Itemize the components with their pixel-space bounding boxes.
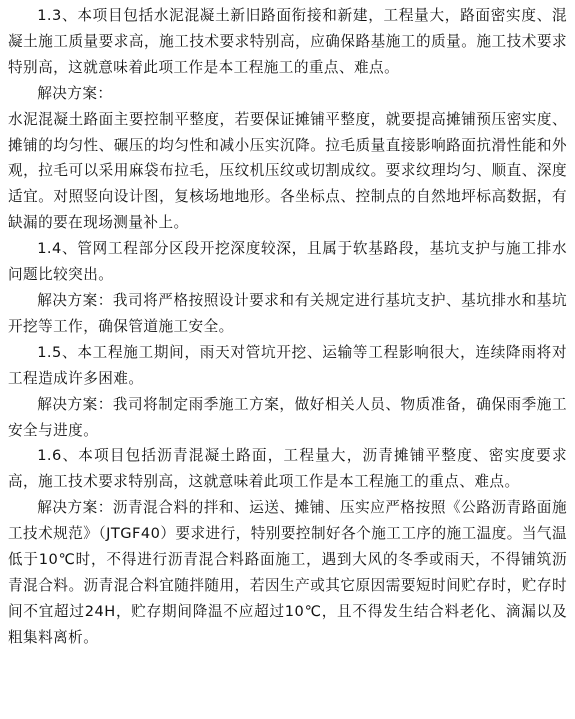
paragraph-1-5: 1.5、本工程施工期间，雨天对管坑开挖、运输等工程影响很大，连续降雨将对工程造成许多困难。 <box>8 343 567 387</box>
paragraph-1-6: 1.6、本项目包括沥青混凝土路面，工程量大，沥青摊铺平整度、密实度要求高，施工技术要求特别高，这就意味着此项工作是本工程施工的重点、难点。 <box>8 447 567 491</box>
paragraph-1-4-solution: 解决方案：我司将严格按照设计要求和有关规定进行基坑支护、基坑排水和基坑开挖等工作，确保管道施工安全。 <box>8 291 567 335</box>
paragraph-1-4: 1.4、管网工程部分区段开挖深度较深，且属于软基路段，基坑支护与施工排水问题比较突出。 <box>8 240 567 284</box>
paragraph-1-3: 1.3、本项目包括水泥混凝土新旧路面衔接和新建，工程量大，路面密实度、混凝土施工质量要求高，施工技术要求特别高，应确保路基施工的质量。施工技术要求特别高，这就意味着此项工作是本工程施工的重点、难点。 <box>8 7 567 76</box>
paragraph-1-6-solution: 解决方案：沥青混合料的拌和、运送、摊铺、压实应严格按照《公路沥青路面施工技术规范》（JTGF40）要求进行，特别要控制好各个施工工序的施工温度。当气温低于10℃时，不得进行沥青混合料路面施工，遇到大风的冬季或雨天，不得铺筑沥青混合料。沥青混合料宜随拌随用，若因生产或其它原因需要短时间贮存时，贮存时间不宜超过24H，贮存期间降温不应超过10℃，且不得发生结合料老化、滴漏以及粗集料离析。 <box>8 499 567 646</box>
paragraph-1-5-solution: 解决方案：我司将制定雨季施工方案，做好相关人员、物质准备，确保雨季施工安全与进度。 <box>8 395 567 439</box>
paragraph-concrete-solution: 水泥混凝土路面主要控制平整度，若要保证摊铺平整度，就要提高摊铺预压密实度、摊铺的均匀性、碾压的均匀性和减小压实沉降。拉毛质量直接影响路面抗滑性能和外观，拉毛可以采用麻袋布拉毛，压纹机压纹或切割成纹。要求纹理均匀、顺直、深度适宜。对照竖向设计图，复核场地地形。各坐标点、控制点的自然地坪标高数据，有缺漏的要在现场测量补上。 <box>8 110 567 232</box>
solution-heading: 解决方案： <box>37 84 113 102</box>
